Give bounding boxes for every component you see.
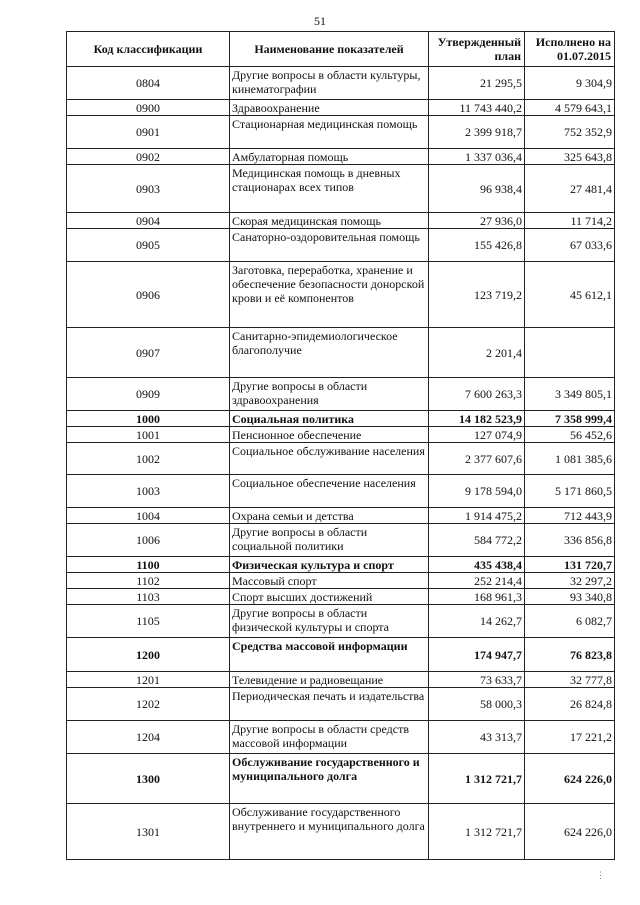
row-executed: 624 226,0 bbox=[525, 804, 615, 860]
row-name: Санитарно-эпидемиологическое благополучие bbox=[230, 328, 429, 378]
table-row bbox=[67, 721, 615, 754]
row-executed: 712 443,9 bbox=[525, 508, 615, 524]
row-plan: 174 947,7 bbox=[429, 638, 525, 672]
table-row bbox=[67, 638, 615, 672]
row-code: 1204 bbox=[67, 721, 230, 754]
row-code: 1002 bbox=[67, 443, 230, 475]
row-plan: 168 961,3 bbox=[429, 589, 525, 605]
row-executed: 67 033,6 bbox=[525, 229, 615, 262]
row-name: Амбулаторная помощь bbox=[230, 149, 429, 165]
row-code: 1001 bbox=[67, 427, 230, 443]
row-plan: 123 719,2 bbox=[429, 262, 525, 328]
row-plan: 1 312 721,7 bbox=[429, 754, 525, 804]
table-row bbox=[67, 213, 615, 229]
row-code: 0909 bbox=[67, 378, 230, 411]
row-code: 1003 bbox=[67, 475, 230, 508]
row-name: Социальная политика bbox=[230, 411, 429, 427]
row-name: Охрана семьи и детства bbox=[230, 508, 429, 524]
table-row bbox=[67, 328, 615, 378]
row-plan: 2 377 607,6 bbox=[429, 443, 525, 475]
table-row bbox=[67, 672, 615, 688]
row-code: 1004 bbox=[67, 508, 230, 524]
table-row bbox=[67, 100, 615, 116]
header-name: Наименование показателей bbox=[230, 32, 429, 67]
row-name: Медицинская помощь в дневных стационарах всех типов bbox=[230, 165, 429, 213]
row-plan: 1 312 721,7 bbox=[429, 804, 525, 860]
row-code: 0901 bbox=[67, 116, 230, 149]
row-code: 1300 bbox=[67, 754, 230, 804]
table-header-row bbox=[67, 32, 615, 67]
row-name: Санаторно-оздоровительная помощь bbox=[230, 229, 429, 262]
row-executed: 4 579 643,1 bbox=[525, 100, 615, 116]
header-executed: Исполнено на 01.07.2015 bbox=[525, 32, 615, 67]
row-name: Стационарная медицинская помощь bbox=[230, 116, 429, 149]
row-code: 1202 bbox=[67, 688, 230, 721]
row-executed: 131 720,7 bbox=[525, 557, 615, 573]
table-row bbox=[67, 524, 615, 557]
row-plan: 27 936,0 bbox=[429, 213, 525, 229]
table-row bbox=[67, 378, 615, 411]
row-code: 0903 bbox=[67, 165, 230, 213]
row-executed: 6 082,7 bbox=[525, 605, 615, 638]
row-name: Другие вопросы в области здравоохранения bbox=[230, 378, 429, 411]
row-plan: 1 914 475,2 bbox=[429, 508, 525, 524]
budget-execution-table bbox=[66, 31, 615, 860]
row-code: 1102 bbox=[67, 573, 230, 589]
table-row bbox=[67, 573, 615, 589]
header-plan: Утвержденный план bbox=[429, 32, 525, 67]
table-row bbox=[67, 557, 615, 573]
table-row bbox=[67, 149, 615, 165]
row-plan: 127 074,9 bbox=[429, 427, 525, 443]
row-code: 1105 bbox=[67, 605, 230, 638]
row-executed: 624 226,0 bbox=[525, 754, 615, 804]
row-name: Средства массовой информации bbox=[230, 638, 429, 672]
row-name: Другие вопросы в области культуры, кинематографии bbox=[230, 67, 429, 100]
row-executed: 9 304,9 bbox=[525, 67, 615, 100]
row-code: 0904 bbox=[67, 213, 230, 229]
row-plan: 96 938,4 bbox=[429, 165, 525, 213]
table-row bbox=[67, 67, 615, 100]
row-code: 1200 bbox=[67, 638, 230, 672]
row-plan: 252 214,4 bbox=[429, 573, 525, 589]
row-executed: 3 349 805,1 bbox=[525, 378, 615, 411]
table-row bbox=[67, 804, 615, 860]
row-executed: 17 221,2 bbox=[525, 721, 615, 754]
row-plan: 21 295,5 bbox=[429, 67, 525, 100]
table-row bbox=[67, 165, 615, 213]
row-executed: 5 171 860,5 bbox=[525, 475, 615, 508]
row-code: 0906 bbox=[67, 262, 230, 328]
table-row bbox=[67, 508, 615, 524]
row-code: 1000 bbox=[67, 411, 230, 427]
row-code: 1103 bbox=[67, 589, 230, 605]
row-executed: 27 481,4 bbox=[525, 165, 615, 213]
table-row bbox=[67, 605, 615, 638]
row-code: 1100 bbox=[67, 557, 230, 573]
row-name: Пенсионное обеспечение bbox=[230, 427, 429, 443]
row-executed: 26 824,8 bbox=[525, 688, 615, 721]
table-row bbox=[67, 443, 615, 475]
row-plan: 14 182 523,9 bbox=[429, 411, 525, 427]
row-code: 0907 bbox=[67, 328, 230, 378]
row-name: Спорт высших достижений bbox=[230, 589, 429, 605]
row-plan: 14 262,7 bbox=[429, 605, 525, 638]
row-executed: 32 777,8 bbox=[525, 672, 615, 688]
table-row bbox=[67, 688, 615, 721]
row-executed: 1 081 385,6 bbox=[525, 443, 615, 475]
row-name: Обслуживание государственного внутреннего и муниципального долга bbox=[230, 804, 429, 860]
table-row bbox=[67, 427, 615, 443]
row-name: Периодическая печать и издательства bbox=[230, 688, 429, 721]
row-executed: 7 358 999,4 bbox=[525, 411, 615, 427]
row-plan: 1 337 036,4 bbox=[429, 149, 525, 165]
row-name: Социальное обеспечение населения bbox=[230, 475, 429, 508]
row-executed: 45 612,1 bbox=[525, 262, 615, 328]
row-name: Другие вопросы в области средств массовой информации bbox=[230, 721, 429, 754]
table-row bbox=[67, 229, 615, 262]
row-plan: 73 633,7 bbox=[429, 672, 525, 688]
row-executed: 76 823,8 bbox=[525, 638, 615, 672]
row-executed: 325 643,8 bbox=[525, 149, 615, 165]
row-name: Здравоохранение bbox=[230, 100, 429, 116]
row-code: 0905 bbox=[67, 229, 230, 262]
row-plan: 11 743 440,2 bbox=[429, 100, 525, 116]
table-row bbox=[67, 411, 615, 427]
table-row bbox=[67, 589, 615, 605]
row-name: Массовый спорт bbox=[230, 573, 429, 589]
row-executed: 752 352,9 bbox=[525, 116, 615, 149]
row-plan: 2 399 918,7 bbox=[429, 116, 525, 149]
row-executed: 93 340,8 bbox=[525, 589, 615, 605]
row-executed: 56 452,6 bbox=[525, 427, 615, 443]
row-name: Обслуживание государственного и муниципального долга bbox=[230, 754, 429, 804]
row-executed: 11 714,2 bbox=[525, 213, 615, 229]
row-name: Физическая культура и спорт bbox=[230, 557, 429, 573]
row-code: 0804 bbox=[67, 67, 230, 100]
row-name: Заготовка, переработка, хранение и обеспечение безопасности донорской крови и её компонентов bbox=[230, 262, 429, 328]
row-name: Другие вопросы в области социальной политики bbox=[230, 524, 429, 557]
row-plan: 2 201,4 bbox=[429, 328, 525, 378]
row-name: Другие вопросы в области физической культуры и спорта bbox=[230, 605, 429, 638]
row-executed bbox=[525, 328, 615, 378]
header-code: Код классификации bbox=[67, 32, 230, 67]
row-code: 1301 bbox=[67, 804, 230, 860]
page-number: 51 bbox=[314, 14, 326, 28]
table-row bbox=[67, 475, 615, 508]
table-row bbox=[67, 262, 615, 328]
row-plan: 584 772,2 bbox=[429, 524, 525, 557]
row-code: 0902 bbox=[67, 149, 230, 165]
row-code: 1201 bbox=[67, 672, 230, 688]
row-code: 1006 bbox=[67, 524, 230, 557]
table-row bbox=[67, 754, 615, 804]
row-plan: 9 178 594,0 bbox=[429, 475, 525, 508]
row-plan: 7 600 263,3 bbox=[429, 378, 525, 411]
row-code: 0900 bbox=[67, 100, 230, 116]
row-executed: 336 856,8 bbox=[525, 524, 615, 557]
row-plan: 155 426,8 bbox=[429, 229, 525, 262]
row-name: Телевидение и радиовещание bbox=[230, 672, 429, 688]
row-plan: 58 000,3 bbox=[429, 688, 525, 721]
row-name: Скорая медицинская помощь bbox=[230, 213, 429, 229]
table-row bbox=[67, 116, 615, 149]
row-executed: 32 297,2 bbox=[525, 573, 615, 589]
row-plan: 43 313,7 bbox=[429, 721, 525, 754]
row-plan: 435 438,4 bbox=[429, 557, 525, 573]
scan-speck: ⋮ bbox=[596, 870, 605, 880]
row-name: Социальное обслуживание населения bbox=[230, 443, 429, 475]
